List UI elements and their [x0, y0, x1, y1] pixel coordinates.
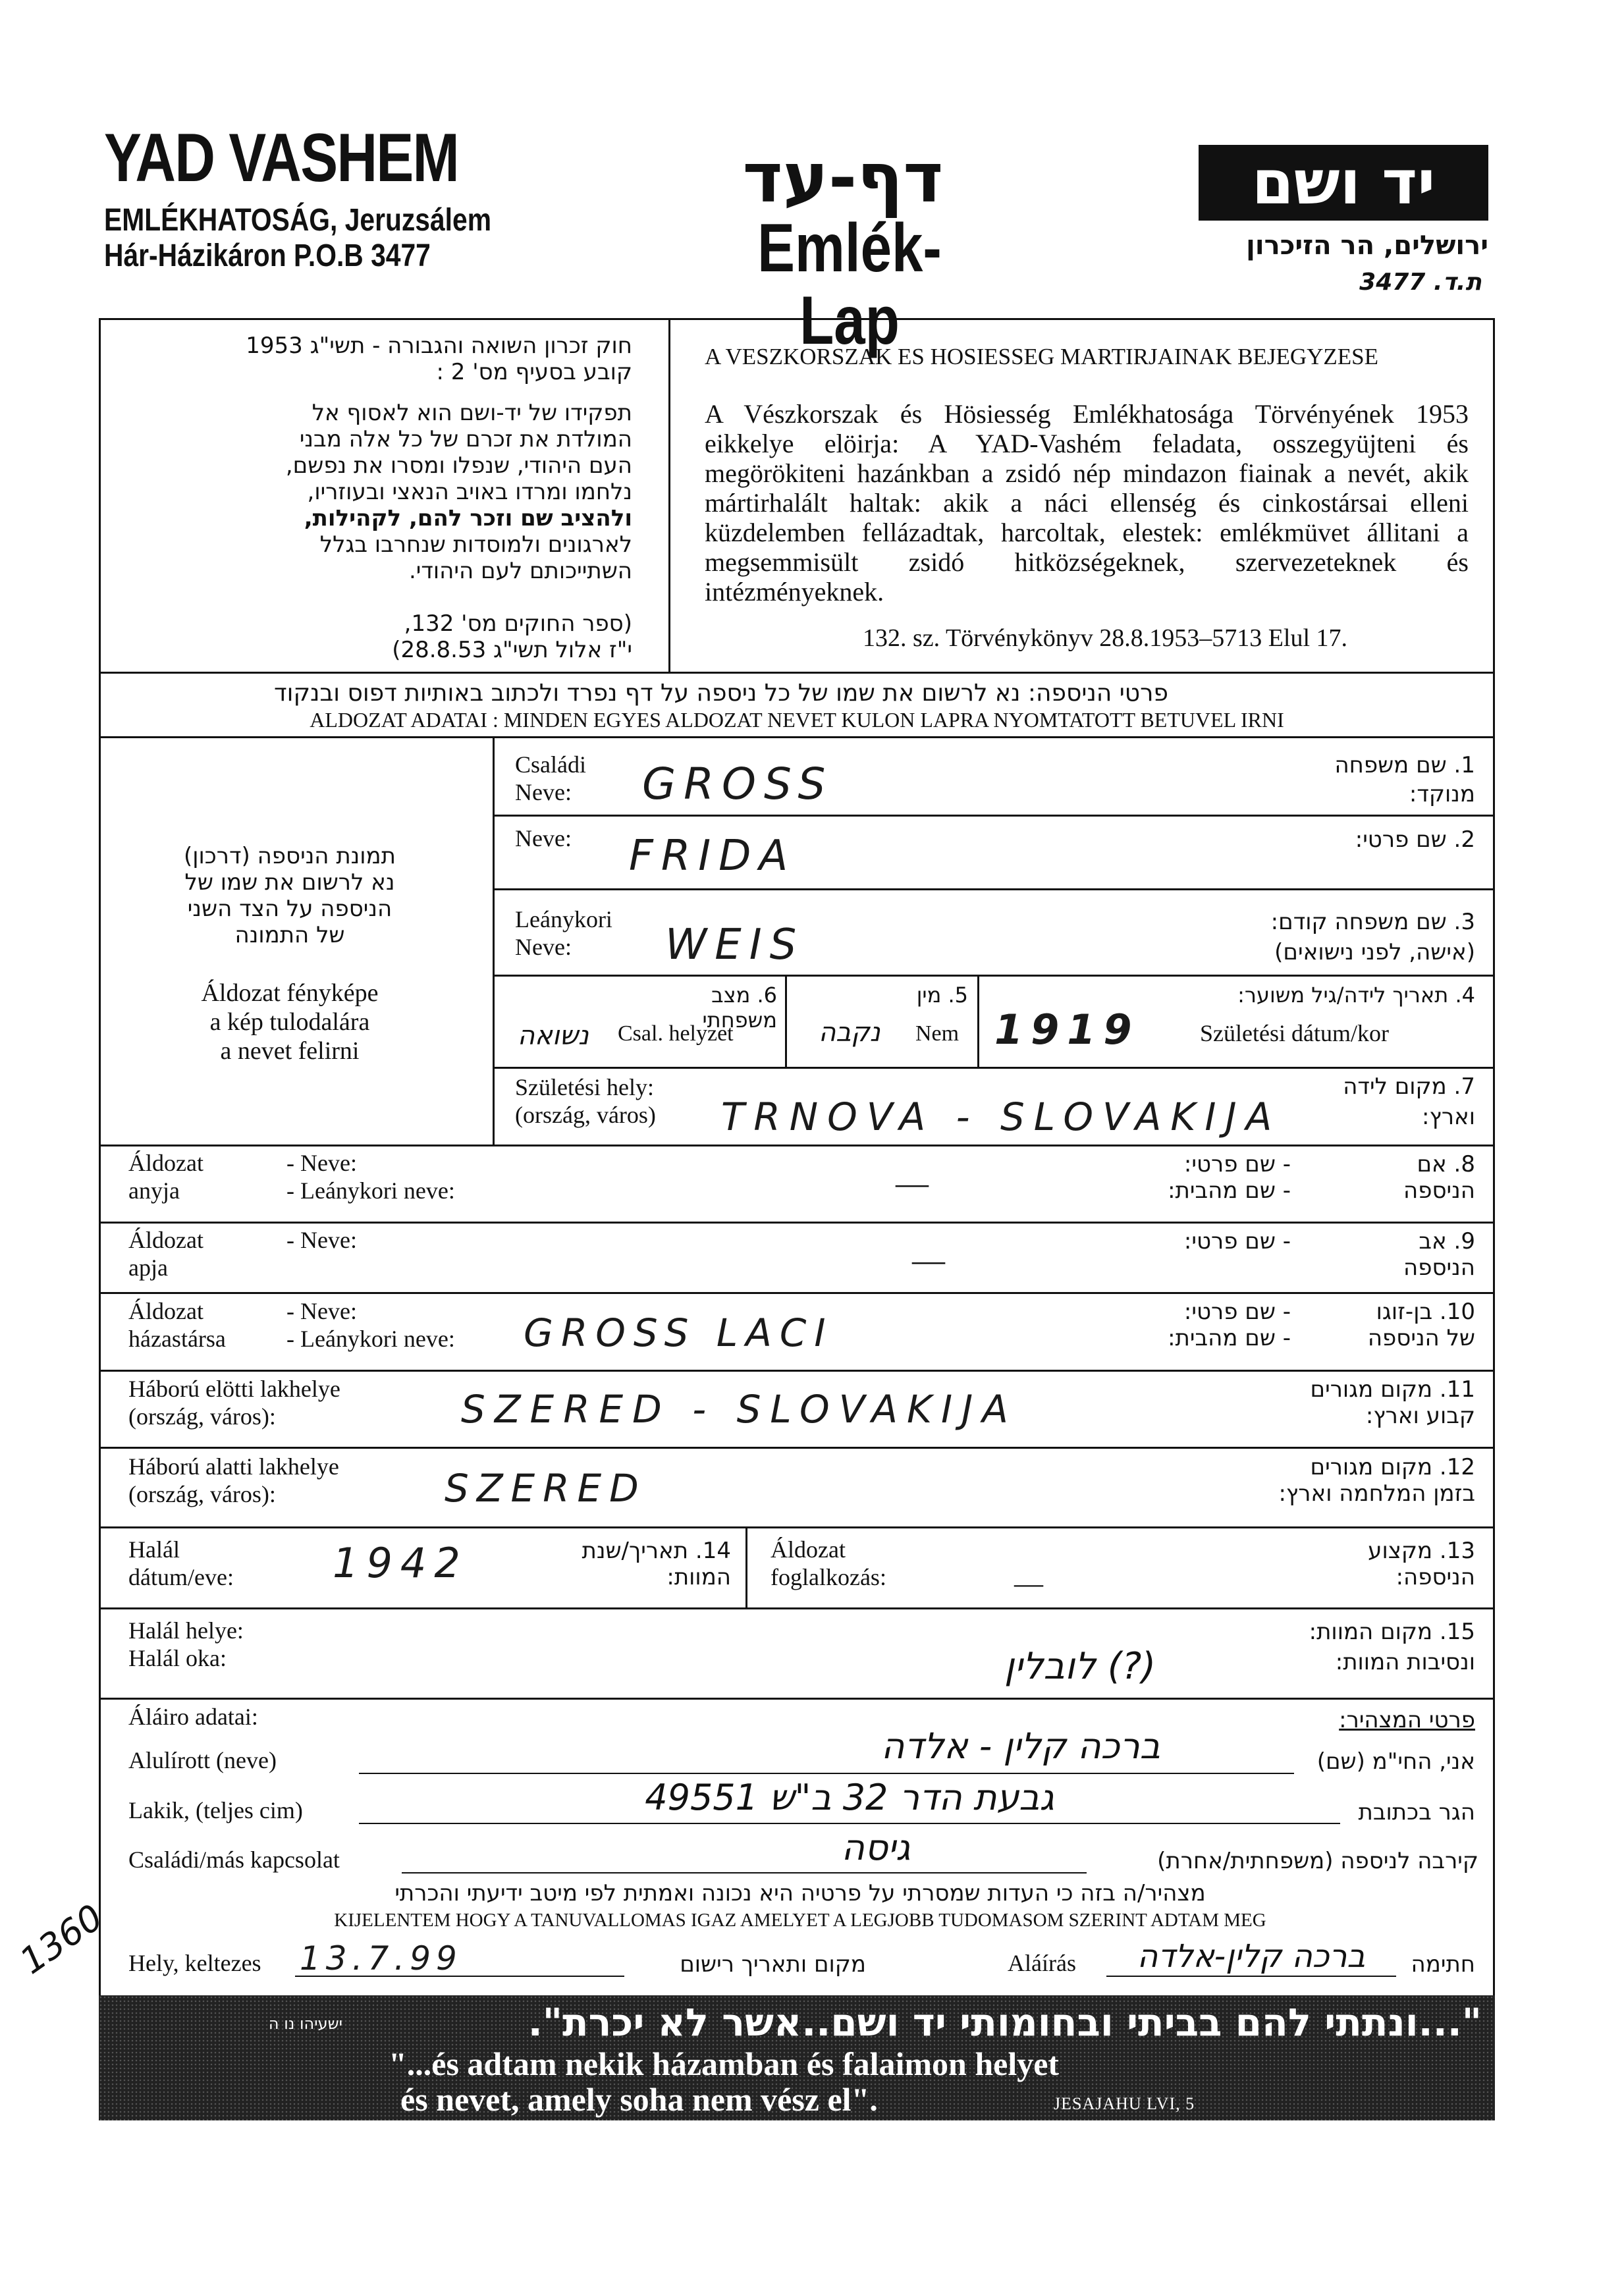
field-15-he-line-1: 15. מקום המוות: — [1309, 1619, 1475, 1645]
margin-note: 1360 — [12, 1896, 111, 1982]
field-7-he-line-1: 7. מקום לידה — [1343, 1073, 1475, 1100]
field-6-value[interactable]: נשואה — [517, 1021, 589, 1051]
field-10-label-hu-a — [128, 1297, 226, 1353]
field-1-he-line-2: מנוקד: — [1409, 781, 1475, 807]
field-10-label-hu-b — [286, 1297, 455, 1353]
field-10-he-line-3: - שם פרטי: — [1183, 1299, 1291, 1325]
title-hebrew: דף-עד — [742, 138, 944, 218]
field-8-label-hu-b — [286, 1149, 455, 1204]
field-14-hu-line-2: dátum/eve: — [128, 1564, 234, 1590]
field-3-he-line-1: 3. שם משפחה קודם: — [1270, 909, 1475, 935]
field-8-hu-line-1: Áldozat — [128, 1150, 203, 1176]
rule-1 — [493, 815, 1495, 817]
field-13-label-hu — [771, 1536, 886, 1591]
field-14-hu-line-1: Halál — [128, 1536, 180, 1563]
declaration-hungarian: KIJELENTEM HOGY A TANUVALLOMAS IGAZ AMELYET A LEGJOBB TUDOMASOM SZERINT ADTAM MEG — [334, 1910, 1266, 1931]
field-8-label-he-b — [1027, 1151, 1291, 1204]
field-1-label-he — [1251, 752, 1475, 807]
field-11-label-he — [1238, 1376, 1475, 1429]
field-10-he-line-1: 10. בן-זוגו — [1376, 1299, 1475, 1325]
field-5-label-he: 5. מין — [916, 983, 968, 1008]
field-1-label-hu — [515, 751, 586, 806]
field-9-hu-line-1: Áldozat — [128, 1227, 203, 1253]
declarant-relation-line — [402, 1872, 1087, 1873]
address-hebrew-2: ת.ד. 3477 — [1359, 269, 1482, 296]
field-9-hu-line-2: apja — [128, 1254, 168, 1281]
law-he-line-5: העם היהודי, שנפלו ומסרו את נפשם, — [285, 452, 632, 479]
law-he-line-2: קובע בסעיף מס' 2 : — [436, 359, 632, 385]
law-he-line-7: ולהציב שם וזכר להם, לקהילות, — [304, 505, 632, 531]
field-5-value[interactable]: נקבה — [819, 1017, 880, 1048]
field-15-label-he — [1238, 1619, 1475, 1675]
field-7-label-he — [1251, 1073, 1475, 1130]
field-14-he-line-1: 14. תאריך/שנת — [582, 1538, 731, 1564]
photo-he-4: של התמונה — [234, 922, 345, 948]
field-6-label-he: 6. מצב משפחתי — [702, 983, 777, 1033]
logo-text: יד ושם — [1251, 148, 1436, 218]
field-8-he-line-3: - שם פרטי: — [1183, 1151, 1291, 1177]
law-he-line-1: חוק זכרון השואה והגבורה - תשי"ג 1953 — [246, 333, 632, 359]
declarant-relation-value[interactable]: גיסה — [841, 1827, 911, 1868]
field-13-value[interactable]: — — [1014, 1567, 1043, 1600]
field-12-value[interactable]: SZERED — [445, 1466, 647, 1511]
law-hu-heading: A VESZKORSZAK ES HOSIESSEG MARTIRJAINAK BEJEGYZESE — [705, 344, 1379, 369]
rule-5 — [99, 1145, 1495, 1146]
law-he-line-3: תפקידו של יד-ושם הוא לאסוף אל — [311, 400, 632, 426]
signature-line — [1106, 1976, 1396, 1977]
field-9-label-hu-a — [128, 1226, 203, 1281]
place-date-label-he: מקום ותאריך רישום — [680, 1951, 866, 1978]
field-9-he-line-1: 9. אב — [1419, 1228, 1475, 1254]
address-hebrew-1: ירושלים, הר הזיכרון — [1246, 230, 1488, 261]
signature-value[interactable]: ברכה קלין-אלדה — [1137, 1938, 1366, 1975]
footer-quote-hu-1: "...és adtam nekik házamban és falaimon helyet — [389, 2045, 1060, 2082]
field-8-label-he-a — [1330, 1151, 1475, 1204]
field-14-he-line-2: המוות: — [666, 1564, 731, 1590]
org-subtitle-2: Hár-Házikáron P.O.B 3477 — [104, 238, 431, 273]
field-9-label-he-a — [1330, 1228, 1475, 1281]
photo-he-3: הניספה על הצד השני — [187, 896, 392, 922]
field-15-hu-line-1: Halál helye: — [128, 1617, 244, 1644]
field-1-he-line-1: 1. שם משפחה — [1334, 752, 1475, 778]
field-1-value[interactable]: GROSS — [642, 759, 834, 809]
law-he-line-9: השתייכותם לעם היהודי. — [408, 558, 632, 584]
field-3-label-hu — [515, 905, 612, 961]
photo-hu-2: a kép tulodalára — [209, 1008, 370, 1036]
field-3-hu-line-2: Neve: — [515, 934, 572, 960]
field-3-he-line-2: (אישה, לפני נישואים) — [1274, 939, 1475, 965]
field-10-label-he-b — [1027, 1299, 1291, 1351]
footer-banner — [99, 1995, 1495, 2120]
field-13-hu-line-1: Áldozat — [771, 1536, 846, 1563]
field-15-he-line-2: ונסיבות המוות: — [1335, 1649, 1475, 1675]
field-13-hu-line-2: foglalkozás: — [771, 1564, 886, 1590]
photo-he-1: תמונת הניספה (דרכון) — [183, 843, 396, 869]
field-3-label-he — [1159, 909, 1475, 965]
field-7-he-line-2: וארץ: — [1422, 1104, 1475, 1130]
law-bottom-rule — [99, 672, 1495, 674]
field-4-label-he: 4. תאריך לידה/גיל משוער: — [1237, 983, 1475, 1008]
field-12-label-hu — [128, 1453, 339, 1508]
field-11-he-line-2: קבוע וארץ: — [1365, 1403, 1475, 1429]
field-10-hu-line-4: - Leánykori neve: — [286, 1326, 455, 1352]
field-4-label-hu: Születési dátum/kor — [1200, 1020, 1389, 1046]
photo-instructions-hebrew — [119, 843, 461, 948]
place-date-value[interactable]: 13.7.99 — [300, 1939, 462, 1978]
field-12-hu-line-2: (ország, város): — [128, 1481, 276, 1507]
field-8-hu-line-3: - Neve: — [286, 1150, 357, 1176]
field-8-hu-line-4: - Leánykori neve: — [286, 1177, 455, 1204]
org-subtitle-1: EMLÉKHATOSÁG, Jeruzsálem — [104, 203, 491, 238]
field-1-hu-line-2: Neve: — [515, 779, 572, 805]
footer-quote-hebrew: "...ונתתי להם בביתי ובחומותי יד ושם..אשר לא יכרת". — [528, 2000, 1482, 2045]
law-he-line-11: י"ז אלול תשי"ג 28.8.53) — [392, 637, 632, 663]
rule-2 — [493, 888, 1495, 890]
field-12-hu-line-1: Háború alatti lakhelye — [128, 1453, 339, 1480]
rule-4 — [493, 1067, 1495, 1069]
field-13-label-he — [1251, 1538, 1475, 1590]
field-13-he-line-1: 13. מקצוע — [1368, 1538, 1475, 1564]
field-8-value[interactable]: — — [896, 1164, 929, 1201]
declarant-name-label-he: אני, החי"מ (שם) — [1316, 1748, 1475, 1775]
declarant-name-label-hu: Alulírott (neve) — [128, 1747, 277, 1773]
declarant-address-label-he: הגר בכתובת — [1358, 1799, 1475, 1825]
field-13-he-line-2: הניספה: — [1395, 1564, 1475, 1590]
field-11-value[interactable]: SZERED - SLOVAKIJA — [461, 1387, 1017, 1432]
field-1-hu-line-1: Családi — [515, 751, 586, 778]
field-9-he-line-2: הניספה — [1403, 1254, 1475, 1281]
declarant-address-label-hu: Lakik, (teljes cim) — [128, 1797, 303, 1823]
field-9-label-hu-b: - Neve: — [286, 1227, 357, 1253]
instructions-hungarian: ALDOZAT ADATAI : MINDEN EGYES ALDOZAT NEVET KULON LAPRA NYOMTATOTT BETUVEL IRNI — [310, 708, 1284, 732]
field-10-he-line-2: של הניספה — [1367, 1325, 1475, 1351]
rule-v-status — [785, 975, 787, 1067]
rule-10 — [99, 1370, 1495, 1372]
law-hungarian — [705, 342, 1469, 653]
field-9-value[interactable]: — — [912, 1241, 945, 1278]
field-7-value[interactable]: TRNOVA - SLOVAKIJA — [721, 1094, 1282, 1139]
field-5-label-hu: Nem — [915, 1021, 960, 1046]
field-8-he-line-1: 8. אם — [1417, 1151, 1475, 1177]
law-hebrew — [132, 333, 632, 663]
declarant-name-value[interactable]: ברכה קלין - אלדה — [881, 1725, 1160, 1767]
field-12-he-line-2: בזמן המלחמה וארץ: — [1278, 1480, 1475, 1507]
instructions-hebrew: פרטי הניספה: נא לרשום את שמו של כל ניספה על דף נפרד ולכתוב באותיות דפוס ובנקוד — [274, 680, 1168, 707]
law-hu-citation: 132. sz. Törvénykönyv 28.8.1953–5713 Elul 17. — [863, 624, 1348, 652]
rule-3 — [493, 975, 1495, 977]
law-he-line-4: המולדת את זכרם של כל אלה מבני — [299, 426, 632, 452]
declarant-relation-label-he: קירבה לניספה (משפחתית/אחרת) — [1157, 1848, 1478, 1874]
field-14-value[interactable]: 1942 — [333, 1539, 468, 1587]
field-6-label-hu: Csal. helyzet — [618, 1021, 734, 1046]
photo-hu-1: Áldozat fényképe — [201, 979, 379, 1007]
declarant-address-line — [359, 1823, 1340, 1824]
rule-8 — [99, 1222, 1495, 1224]
rule-9 — [99, 1292, 1495, 1294]
field-10-he-line-4: - שם מהבית: — [1168, 1325, 1291, 1351]
field-15-value[interactable]: (?) לובלין — [1004, 1645, 1156, 1688]
footer-ref-hebrew: ישעיהו נו ה — [268, 2014, 342, 2033]
declarant-relation-label-hu: Családi/más kapcsolat — [128, 1846, 340, 1873]
place-date-label-hu: Hely, keltezes — [128, 1950, 261, 1976]
law-he-line-8: לארגונים ולמוסדות שנחרבו בגלל — [319, 531, 632, 558]
field-8-he-line-2: הניספה — [1403, 1177, 1475, 1204]
field-11-hu-line-2: (ország, város): — [128, 1403, 276, 1430]
field-8-label-hu-a — [128, 1149, 203, 1204]
declarant-address-value[interactable]: גבעת הדר 32 ב"ש 49551 — [645, 1777, 1054, 1818]
law-divider — [668, 318, 670, 674]
law-hu-body: A Vészkorszak és Hösiesség Emlékhatosága Törvényének 1953 eikkelye elöirja: A YAD-Vashém feladata, osszegyüjteni és megörökiteni hazánkban a zsidó nép mindazon fiainak a nevét, akik mártirhalált haltak: akik a náci ellenség és cinkostársai elleni küzdelemben fellázadtak, harcoltak, elestek: emlékmüvet állitani a megsemmisült zsidó hitközségeknek, szervezeteknek és intézményeknek. — [705, 399, 1469, 606]
rule-15 — [99, 1698, 1495, 1700]
rule-13 — [99, 1607, 1495, 1609]
field-12-label-he — [1172, 1454, 1475, 1507]
declarant-heading-he: פרטי המצהיר: — [1339, 1707, 1475, 1733]
photo-instructions-hungarian — [119, 979, 461, 1065]
signature-label-he: חתימה — [1411, 1951, 1475, 1978]
rule-11 — [99, 1447, 1495, 1449]
signature-label-hu: Aláírás — [1008, 1950, 1076, 1976]
declarant-heading-hu: Áláiro adatai: — [128, 1704, 258, 1730]
law-he-line-6: נלחמו ומרדו באויב הנאצי ובעוזריו, — [307, 479, 632, 505]
field-12-he-line-1: 12. מקום מגורים — [1310, 1454, 1475, 1480]
field-2-label-hu: Neve: — [515, 825, 572, 851]
field-14-label-hu — [128, 1536, 234, 1591]
rule-v-death — [745, 1526, 747, 1607]
org-name-en: YAD VASHEM — [104, 120, 459, 196]
photo-divider — [493, 736, 495, 1145]
rule-v-sex — [977, 975, 979, 1067]
photo-he-2: נא לרשום את שמו של — [184, 869, 395, 896]
field-9-label-he-b: - שם פרטי: — [1183, 1228, 1291, 1254]
field-8-he-line-4: - שם מהבית: — [1168, 1177, 1291, 1204]
field-10-hu-line-1: Áldozat — [128, 1298, 203, 1324]
field-10-value[interactable]: GROSS LACI — [524, 1310, 834, 1355]
declarant-name-line — [359, 1773, 1294, 1774]
field-14-label-he — [527, 1538, 731, 1590]
field-11-label-hu — [128, 1375, 340, 1430]
photo-hu-3: a nevet felirni — [220, 1037, 360, 1065]
law-he-line-10: (ספר החוקים מס' 132, — [404, 610, 632, 637]
title-hungarian: Emlék-Lap — [757, 210, 942, 359]
footer-quote-hu-2: és nevet, amely soha nem vész el". — [400, 2081, 878, 2118]
footer-ref-hu: JESAJAHU LVI, 5 — [1054, 2094, 1195, 2113]
field-11-he-line-1: 11. מקום מגורים — [1310, 1376, 1475, 1403]
yad-vashem-logo — [1199, 145, 1488, 221]
field-7-label-hu — [515, 1073, 656, 1129]
field-10-hu-line-3: - Neve: — [286, 1298, 357, 1324]
declaration-hebrew: מצהיר/ה בזה כי העדות שמסרתי על פרטיה היא נכונה ואמתית לפי מיטב ידיעתי והכרתי — [394, 1880, 1206, 1906]
field-7-hu-line-1: Születési hely: — [515, 1074, 654, 1100]
field-2-value[interactable]: FRIDA — [629, 832, 796, 880]
field-8-hu-line-2: anyja — [128, 1177, 180, 1204]
field-10-label-he-a — [1307, 1299, 1475, 1351]
field-2-label-he: 2. שם פרטי: — [1355, 826, 1475, 853]
rule-12 — [99, 1526, 1495, 1528]
field-7-hu-line-2: (ország, város) — [515, 1102, 656, 1128]
field-3-value[interactable]: WEIS — [665, 921, 805, 969]
field-11-hu-line-1: Háború elötti lakhelye — [128, 1376, 340, 1402]
field-3-hu-line-1: Leánykori — [515, 906, 612, 932]
field-15-hu-line-2: Halál oka: — [128, 1645, 227, 1671]
fields-top-rule — [99, 736, 1495, 738]
field-10-hu-line-2: házastársa — [128, 1326, 226, 1352]
field-15-label-hu — [128, 1617, 244, 1672]
field-4-value[interactable]: 1919 — [994, 1006, 1140, 1054]
